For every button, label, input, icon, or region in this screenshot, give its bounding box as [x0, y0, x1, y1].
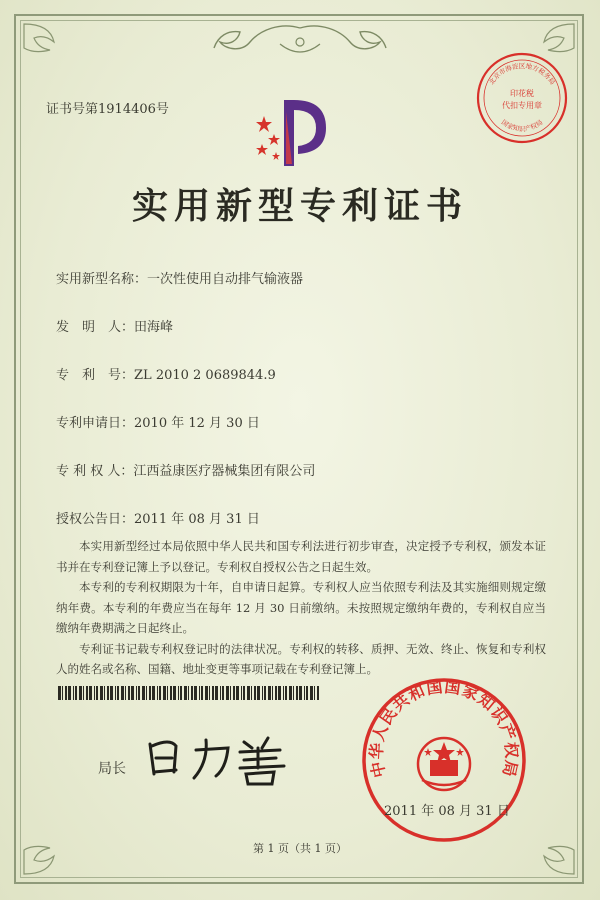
field-value: 一次性使用自动排气输液器	[147, 272, 304, 287]
body-paragraph: 本专利的专利权期限为十年，自申请日起算。专利权人应当依照专利法及其实施细则规定缴纳年费。本专利的年费应当在每年 12 月 30 日前缴纳。未按照规定缴纳年费的，专利权自应当缴纳年费期满之日起终止。	[56, 580, 546, 635]
top-scroll-ornament	[210, 20, 390, 66]
field-label: 专 利 号：	[56, 368, 135, 383]
field-label: 专利申请日：	[56, 416, 135, 431]
certificate-title: 实用新型专利证书	[131, 185, 468, 227]
certificate-number: 证书号第1914406号	[46, 102, 169, 117]
svg-text:北京市海淀区地方税务局: 北京市海淀区地方税务局	[487, 62, 557, 87]
field-label: 实用新型名称：	[56, 272, 148, 287]
field-utility-model-name	[56, 268, 303, 287]
barcode	[58, 686, 320, 700]
field-label: 发 明 人：	[56, 320, 135, 335]
svg-text:印花税: 印花税	[510, 89, 534, 98]
field-label: 专 利 权 人：	[56, 464, 134, 479]
director-label: 局长	[98, 761, 126, 777]
stamp-duty-seal	[474, 50, 570, 146]
field-value: ZL 2010 2 0689844.9	[134, 368, 276, 383]
field-inventor	[56, 316, 173, 335]
page-footer: 第 1 页（共 1 页）	[253, 842, 347, 855]
svg-text:代扣专用章: 代扣专用章	[502, 101, 542, 110]
field-patentee	[56, 460, 315, 479]
seal-date: 2011 年 08 月 31 日	[384, 804, 510, 819]
patent-office-logo	[250, 82, 328, 172]
field-label: 授权公告日：	[56, 512, 135, 527]
field-value: 2011 年 08 月 31 日	[134, 512, 260, 527]
corner-ornament-top-left	[20, 20, 80, 80]
certificate-body-text	[56, 536, 546, 680]
body-paragraph: 专利证书记载专利权登记时的法律状况。专利权的转移、质押、无效、终止、恢复和专利权人的姓名或名称、国籍、地址变更等事项记载在专利登记簿上。	[56, 641, 546, 676]
field-value: 江西益康医疗器械集团有限公司	[133, 464, 316, 479]
field-grant-date	[56, 508, 260, 527]
field-patent-number	[56, 364, 276, 383]
director-signature	[140, 724, 300, 790]
field-application-date	[56, 412, 260, 431]
svg-text:中华人民共和国国家知识产权局: 中华人民共和国国家知识产权局	[366, 676, 522, 780]
field-value: 2010 年 12 月 30 日	[134, 416, 260, 431]
body-paragraph: 本实用新型经过本局依照中华人民共和国专利法进行初步审查，决定授予专利权，颁发本证书并在专利登记簿上予以登记。专利权自授权公告之日起生效。	[56, 539, 546, 574]
field-value: 田海峰	[134, 320, 174, 335]
svg-text:国家知识产权局: 国家知识产权局	[499, 118, 545, 133]
